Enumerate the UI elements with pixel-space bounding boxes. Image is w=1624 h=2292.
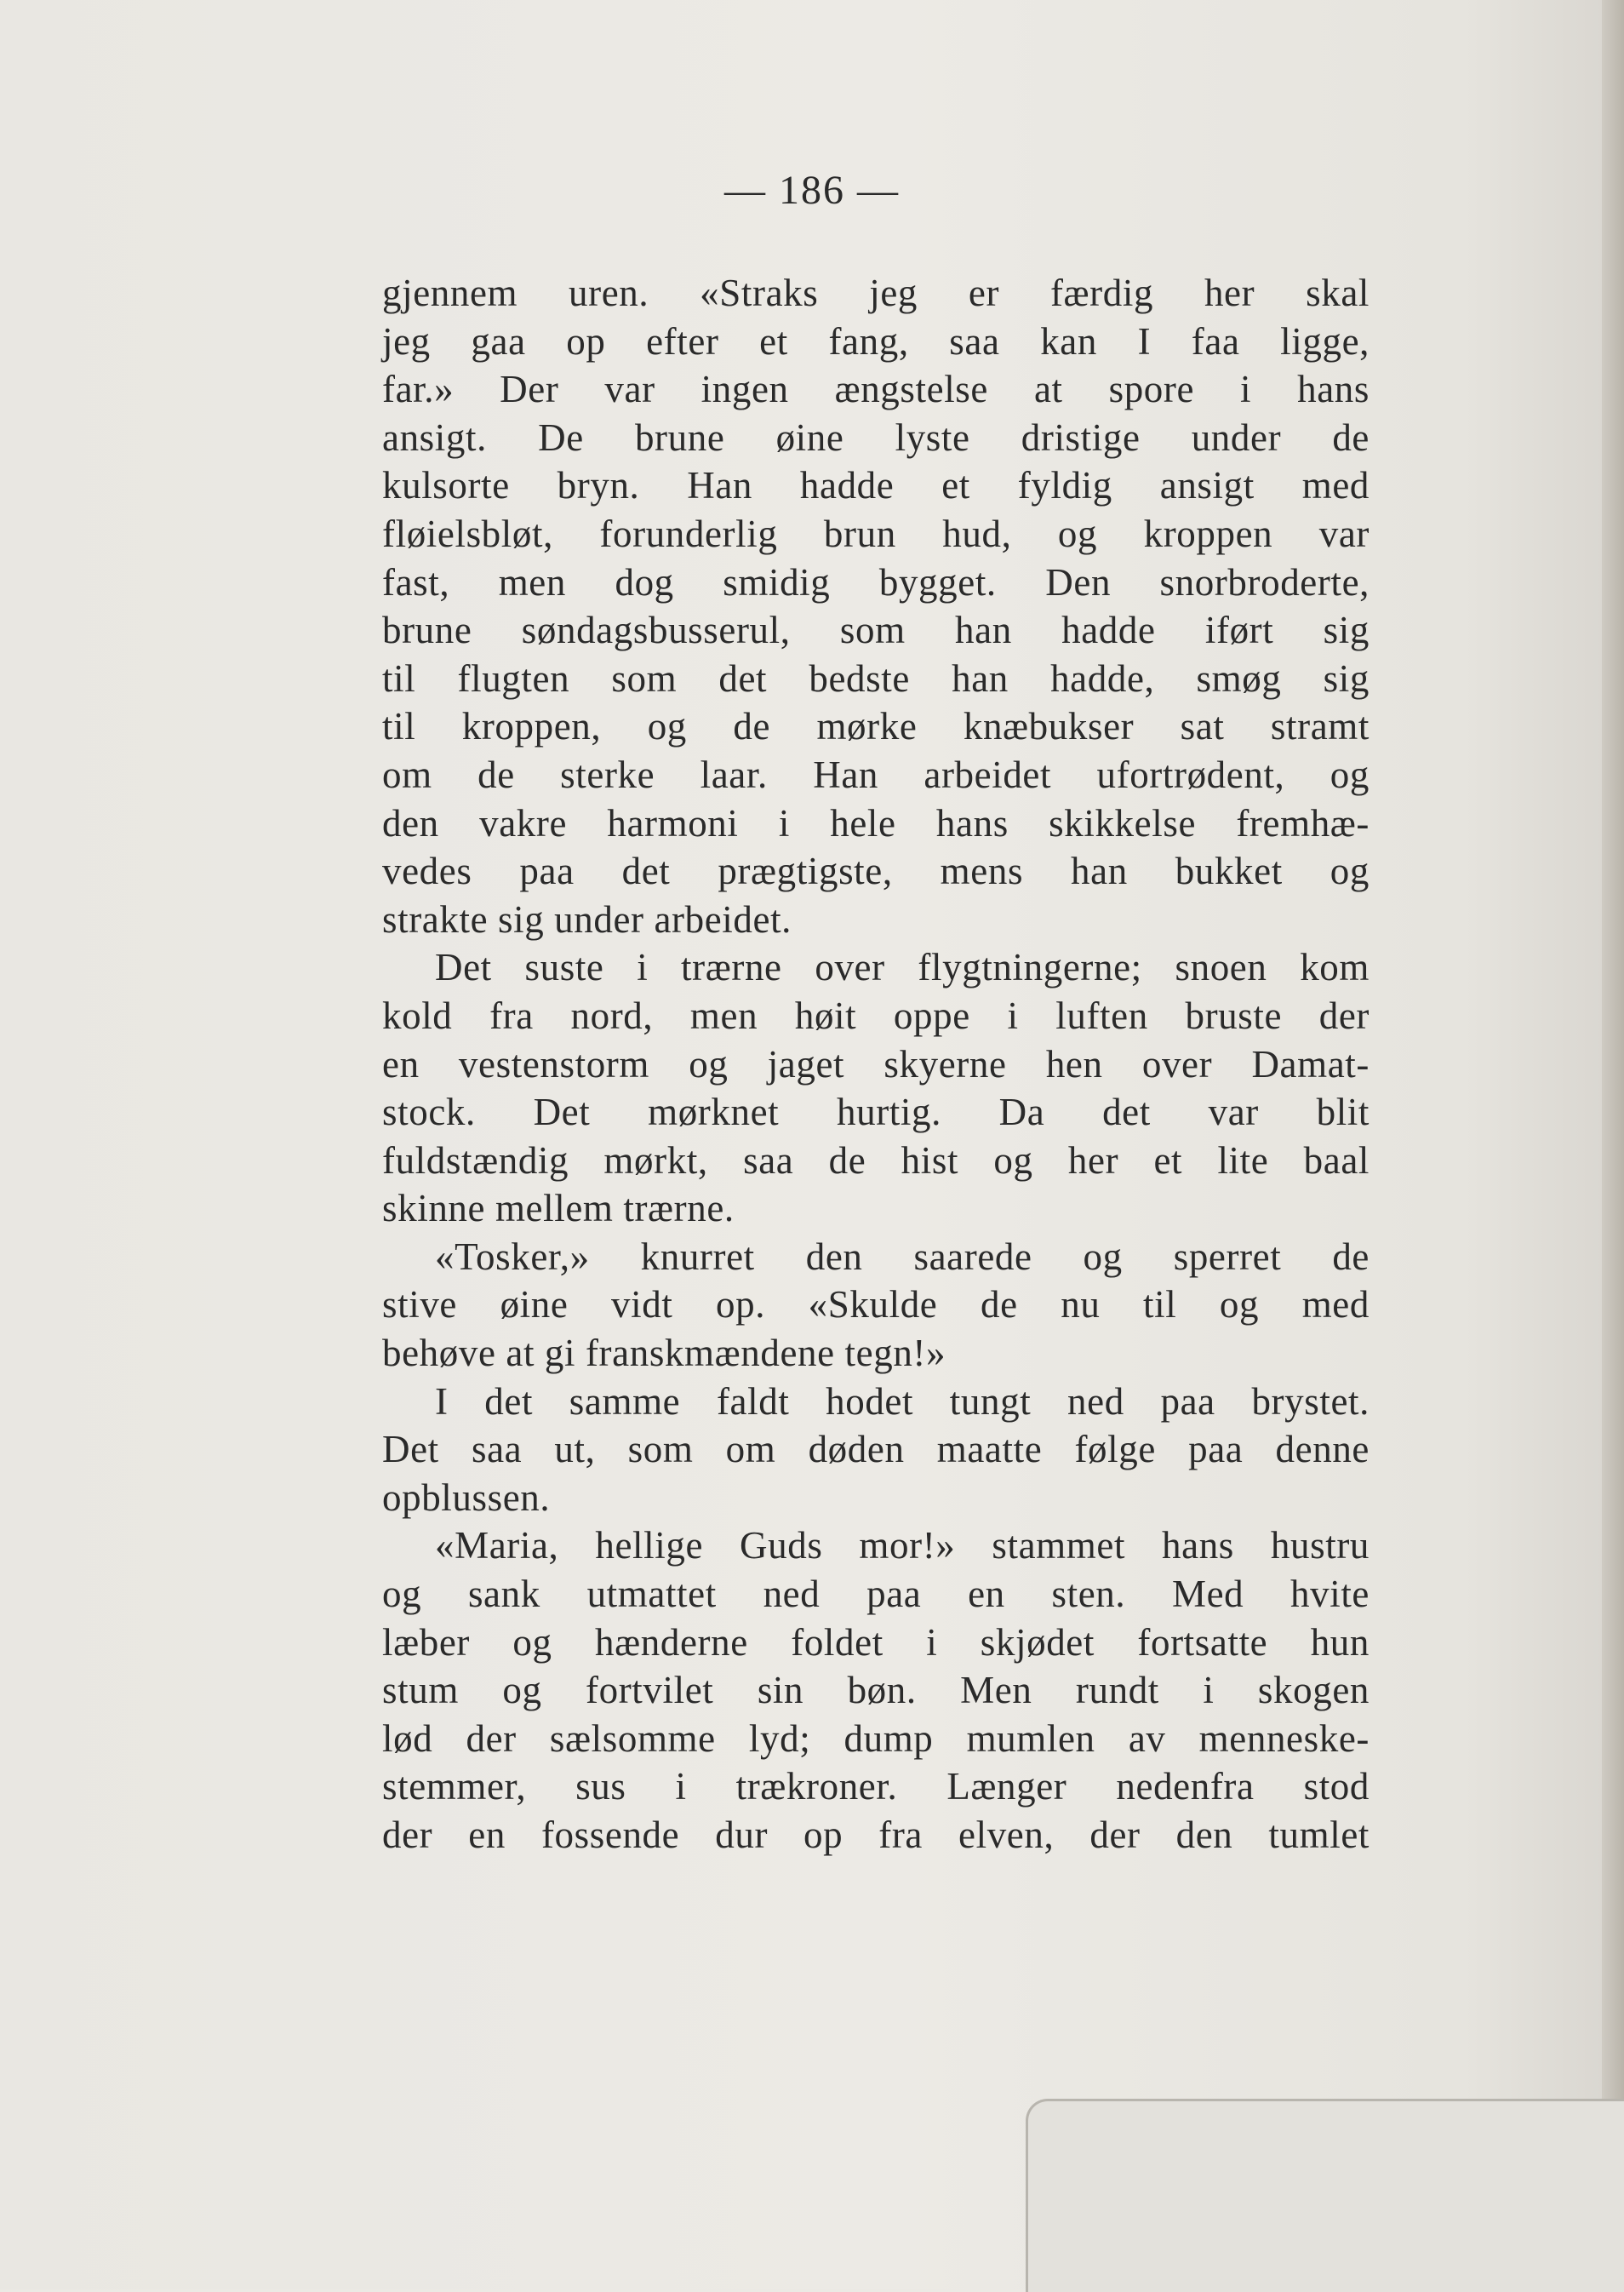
text-line: til kroppen, og de mørke knæbukser sat stramt xyxy=(382,705,1370,748)
text-line: jeg gaa op efter et fang, saa kan I faa ligge, xyxy=(382,319,1370,363)
text-line: der en fossende dur op fra elven, der den tumlet xyxy=(382,1814,1370,1856)
text-line: Det suste i trærne over flygtningerne; snoen kom xyxy=(435,946,1370,989)
text-line: Det saa ut, som om døden maatte følge paa denne xyxy=(382,1428,1370,1471)
text-line: til flugten som det bedste han hadde, smøg sig xyxy=(382,656,1370,700)
text-line: stock. Det mørknet hurtig. Da det var blit xyxy=(382,1091,1370,1134)
text-line: ansigt. De brune øine lyste dristige under de xyxy=(382,415,1370,459)
text-line: om de sterke laar. Han arbeidet ufortrødent, og xyxy=(382,753,1370,796)
text-line: far.» Der var ingen ængstelse at spore i hans xyxy=(382,368,1370,411)
text-line: fuldstændig mørkt, saa de hist og her et lite baal xyxy=(382,1138,1370,1182)
text-line: vedes paa det prægtigste, mens han bukket og xyxy=(382,850,1370,893)
text-line: den vakre harmoni i hele hans skikkelse fremhæ- xyxy=(382,801,1370,845)
text-line: gjennem uren. «Straks jeg er færdig her skal xyxy=(382,272,1370,314)
corner-tab xyxy=(1026,2099,1624,2292)
text-line: brune søndagsbusserul, som han hadde iført sig xyxy=(382,609,1370,652)
page-edge xyxy=(1602,0,1624,2289)
text-line: en vestenstorm og jaget skyerne hen over Damat- xyxy=(382,1042,1370,1086)
text-line: strakte sig under arbeidet. xyxy=(382,897,792,941)
text-line: behøve at gi franskmændene tegn!» xyxy=(382,1332,946,1375)
text-line: stum og fortvilet sin bøn. Men rundt i skogen xyxy=(382,1669,1370,1712)
body-text xyxy=(382,269,1370,1859)
text-line: stemmer, sus i trækroner. Længer nedenfra stod xyxy=(382,1765,1370,1808)
text-line: fløielsbløt, forunderlig brun hud, og kroppen var xyxy=(382,512,1370,555)
text-line: fast, men dog smidig bygget. Den snorbroderte, xyxy=(382,560,1370,604)
text-line: lød der sælsomme lyd; dump mumlen av menneske- xyxy=(382,1716,1370,1760)
text-line: og sank utmattet ned paa en sten. Med hvite xyxy=(382,1573,1370,1616)
text-line: I det samme faldt hodet tungt ned paa brystet. xyxy=(435,1379,1370,1423)
text-line: læber og hænderne foldet i skjødet fortsatte hun xyxy=(382,1620,1370,1664)
text-line: «Tosker,» knurret den saarede og sperret de xyxy=(435,1235,1370,1278)
text-line: skinne mellem trærne. xyxy=(382,1187,735,1230)
text-line: «Maria, hellige Guds mor!» stammet hans hustru xyxy=(435,1524,1370,1567)
page-number: — 186 — xyxy=(724,168,900,213)
text-line: opblussen. xyxy=(382,1475,551,1519)
text-line: kold fra nord, men høit oppe i luften bruste der xyxy=(382,994,1370,1037)
text-line: stive øine vidt op. «Skulde de nu til og med xyxy=(382,1283,1370,1326)
text-line: kulsorte bryn. Han hadde et fyldig ansigt med xyxy=(382,464,1370,507)
